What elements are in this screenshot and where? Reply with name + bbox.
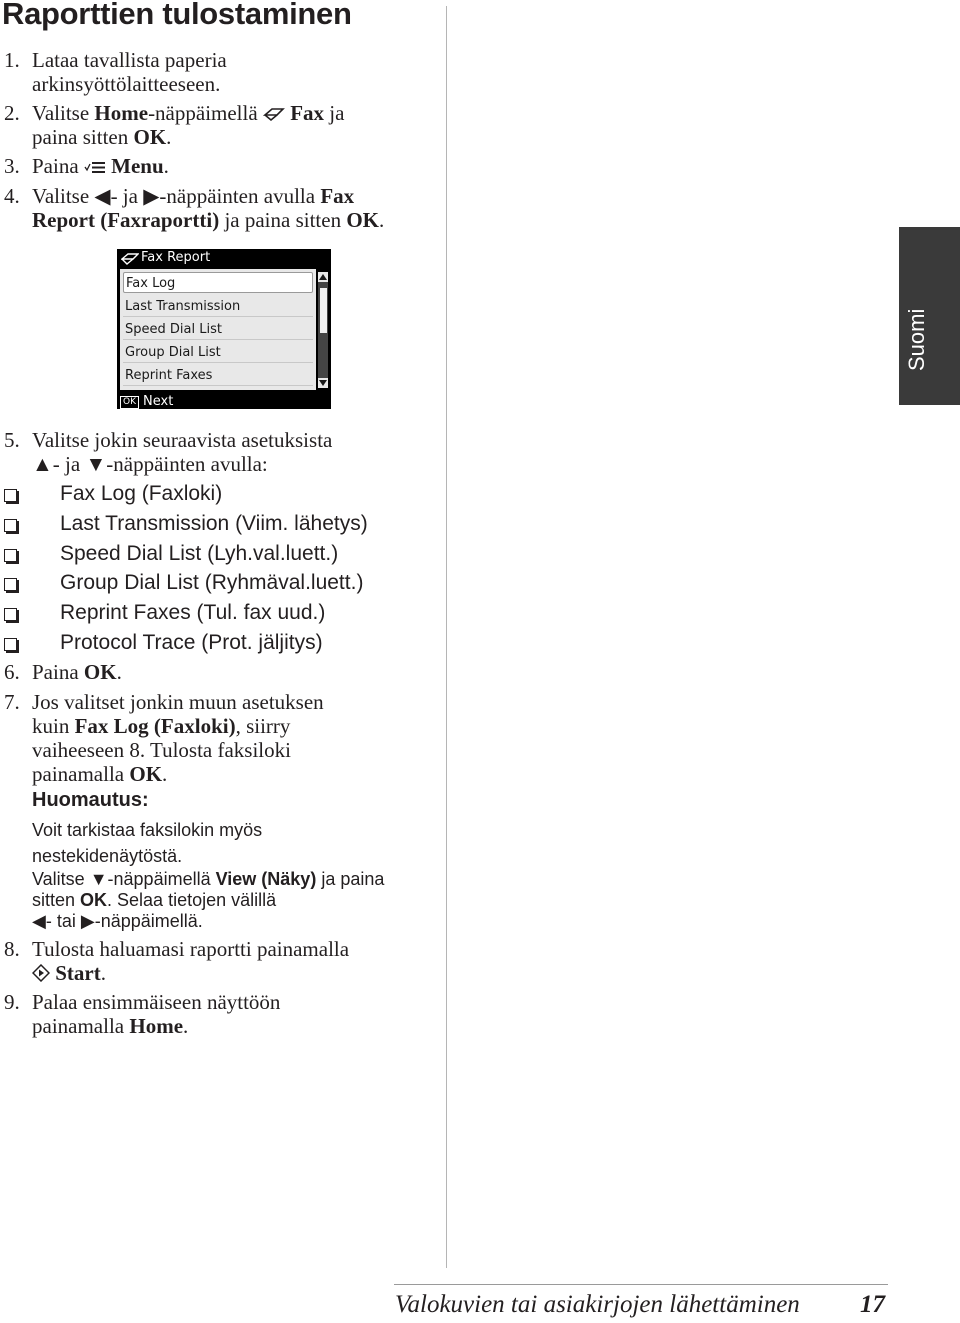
note-line: -näppäimellä. — [94, 911, 203, 931]
menu-key-label: Menu — [111, 154, 164, 178]
step-text: . — [379, 208, 385, 232]
down-arrow-icon: ▼ — [89, 869, 108, 889]
step-text: arkinsyöttölaitteeseen. — [32, 72, 221, 96]
lcd-footer — [120, 394, 173, 409]
up-arrow-icon: ▲ — [32, 452, 53, 476]
step-text: . — [163, 154, 169, 178]
start-key-label: Start — [55, 961, 101, 985]
step-text: painamalla — [32, 1014, 130, 1038]
lcd-screen — [117, 249, 331, 409]
step-text: Jos valitset jonkin muun asetuksen — [32, 690, 324, 714]
step-text: - ja — [52, 452, 86, 476]
note-heading: Huomautus: — [32, 789, 149, 811]
footer-rule — [394, 1284, 888, 1285]
step-text: ja paina sitten — [219, 208, 347, 232]
language-tab — [899, 227, 960, 405]
checkbox-bullet-icon — [4, 578, 17, 591]
ok-key-label: OK — [83, 660, 117, 684]
ok-key-label: OK — [346, 208, 379, 232]
step-text: . — [100, 961, 106, 985]
option-label: Protocol Trace (Prot. jäljitys) — [60, 631, 323, 654]
note-line: nestekidenäytöstä. — [32, 846, 183, 866]
step-number: 4. — [4, 184, 20, 208]
scroll-up-icon[interactable] — [318, 272, 328, 282]
step-text: . — [166, 125, 172, 149]
lcd-menu-item-reprint-faxes[interactable]: Reprint Faxes — [123, 365, 313, 386]
step-text: Valitse jokin seuraavista asetuksista — [32, 428, 333, 452]
checkbox-bullet-icon — [4, 549, 17, 562]
step-number: 3. — [4, 154, 20, 178]
scroll-down-icon[interactable] — [318, 378, 328, 388]
step-number: 2. — [4, 101, 20, 125]
step-text: Paina — [32, 660, 84, 684]
note-text — [32, 869, 432, 932]
column-divider — [446, 6, 447, 1268]
step-text: Valitse — [32, 184, 95, 208]
lcd-title: Fax Report — [141, 250, 211, 265]
ok-key-label: OK — [129, 762, 163, 786]
ok-key-label: OK — [133, 125, 167, 149]
lcd-menu-item-speed-dial-list[interactable]: Speed Dial List — [123, 319, 313, 340]
step-number: 8. — [4, 937, 20, 961]
step-text: paina sitten — [32, 125, 134, 149]
language-tab-label: Suomi — [904, 308, 929, 371]
fax-report-label: Report (Faxraportti) — [32, 208, 220, 232]
step-text: painamalla — [32, 762, 130, 786]
start-icon — [32, 964, 50, 982]
fax-label: Fax — [320, 184, 355, 208]
lcd-next-label: Next — [143, 394, 174, 409]
note-text — [32, 817, 432, 869]
step-text: vaiheeseen 8. Tulosta faksiloki — [32, 738, 291, 762]
left-arrow-icon: ◀ — [94, 184, 111, 208]
footer-title: Valokuvien tai asiakirjojen lähettäminen — [395, 1291, 800, 1318]
option-label: Fax Log (Faxloki) — [60, 482, 223, 505]
step-text: , siirry — [235, 714, 291, 738]
option-label: Last Transmission (Viim. lähetys) — [60, 512, 368, 535]
option-label: Speed Dial List (Lyh.val.luett.) — [60, 542, 339, 565]
right-arrow-icon: ▶ — [80, 911, 95, 931]
lcd-scroll-thumb[interactable] — [320, 288, 327, 333]
step-text: Palaa ensimmäiseen näyttöön — [32, 990, 281, 1014]
fax-log-label: Fax Log (Faxloki) — [74, 714, 236, 738]
checkbox-bullet-icon — [4, 489, 17, 502]
note-line: Voit tarkistaa faksilokin myös — [32, 820, 263, 840]
step-number: 7. — [4, 690, 20, 714]
step-number: 9. — [4, 990, 20, 1014]
lcd-menu-list — [120, 269, 316, 390]
step-text: - ja — [110, 184, 144, 208]
step-text: ja — [324, 101, 345, 125]
menu-icon — [84, 159, 106, 175]
note-line: Valitse — [32, 869, 90, 889]
step-number: 1. — [4, 48, 20, 72]
page-number: 17 — [860, 1291, 885, 1318]
lcd-menu-item-group-dial-list[interactable]: Group Dial List — [123, 342, 313, 363]
right-arrow-icon: ▶ — [143, 184, 160, 208]
step-text: Paina — [32, 154, 84, 178]
page-title: Raporttien tulostaminen — [2, 0, 352, 31]
step-text: Tulosta haluamasi raportti painamalla — [32, 937, 350, 961]
note-line: sitten — [32, 890, 81, 910]
step-text: . — [162, 762, 168, 786]
lcd-menu-item-fax-log[interactable]: Fax Log — [123, 272, 313, 293]
step-number: 6. — [4, 660, 20, 684]
note-line: -näppäimellä — [107, 869, 216, 889]
step-text: . — [116, 660, 122, 684]
fax-label: Fax — [290, 101, 325, 125]
note-line: . Selaa tietojen välillä — [107, 890, 277, 910]
step-text: kuin — [32, 714, 75, 738]
checkbox-bullet-icon — [4, 519, 17, 532]
lcd-menu-item-last-transmission[interactable]: Last Transmission — [123, 296, 313, 317]
down-arrow-icon: ▼ — [85, 452, 107, 476]
option-label: Reprint Faxes (Tul. fax uud.) — [60, 601, 326, 624]
note-line: - tai — [45, 911, 81, 931]
view-key-label: View (Näky) — [215, 869, 317, 889]
checkbox-bullet-icon — [4, 608, 17, 621]
ok-button-icon: OK — [120, 396, 139, 409]
left-arrow-icon: ◀ — [32, 911, 46, 931]
step-text: -näppäimellä — [148, 101, 263, 125]
home-key-label: Home — [94, 101, 149, 125]
home-key-label: Home — [129, 1014, 184, 1038]
step-number: 5. — [4, 428, 20, 452]
checkbox-bullet-icon — [4, 638, 17, 651]
step-text: -näppäinten avulla: — [106, 452, 268, 476]
step-text: . — [183, 1014, 189, 1038]
fax-icon — [121, 252, 139, 266]
note-line: ja paina — [316, 869, 385, 889]
step-text: Lataa tavallista paperia — [32, 48, 227, 72]
step-text: -näppäinten avulla — [159, 184, 321, 208]
step-text: Valitse — [32, 101, 95, 125]
ok-key-label: OK — [80, 890, 108, 910]
fax-icon — [263, 106, 285, 122]
option-label: Group Dial List (Ryhmäval.luett.) — [60, 571, 364, 594]
